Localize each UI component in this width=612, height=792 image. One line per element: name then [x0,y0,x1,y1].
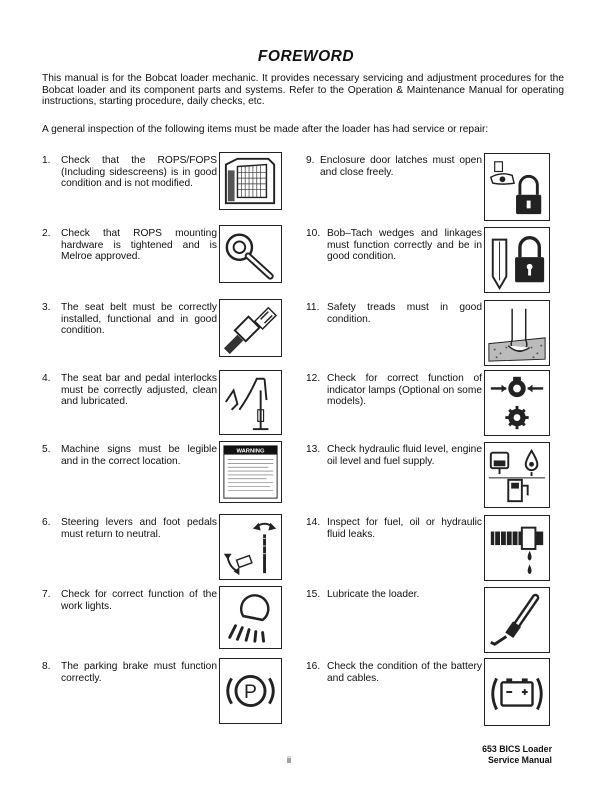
item-number: 14. [306,517,321,528]
list-item [42,155,217,215]
footer-line-2: Service Manual [487,754,552,765]
seat-bar-icon [219,370,282,435]
list-item [42,373,217,423]
item-text: Safety treads must in good condition. [327,302,482,325]
item-number: 2. [42,228,51,239]
list-item [306,589,482,629]
parking-brake-icon [219,658,282,724]
item-number: 3. [42,302,51,313]
list-item [306,661,482,701]
work-light-icon [219,586,282,649]
item-text: Check the condition of the battery and cables. [327,661,482,684]
fluid-levels-icon [484,442,550,508]
item-number: 5. [42,444,51,455]
item-text: Inspect for fuel, oil or hydraulic fluid leaks. [327,517,482,540]
wrench-bolt-icon [219,225,282,283]
item-number: 10. [306,228,321,239]
parking-symbol: P [244,680,257,703]
list-item [42,661,217,701]
item-number: 8. [42,661,51,672]
list-item [306,155,482,195]
door-latch-icon [484,153,550,221]
item-number: 12. [306,373,321,384]
safety-tread-icon [484,300,550,366]
indicator-lamps-icon [484,370,550,436]
item-text: Check for correct function of indicator lamps (Optional on some models). [327,373,482,408]
list-item [306,302,482,342]
item-text: Check that ROPS mounting hardware is tightened and is Melroe approved. [61,228,217,263]
list-item [42,517,217,557]
list-item [306,373,482,423]
item-text: Enclosure door latches must open and close freely. [320,155,482,178]
item-number: 9. [306,155,315,166]
item-number: 11. [306,302,320,313]
item-text: The seat belt must be correctly installed, functional and in good condition. [61,302,217,337]
item-text: Check for correct function of the work lights. [61,589,217,612]
item-text: Check that the ROPS/FOPS (Including sidescreens) is in good condition and is not modified. [61,155,217,190]
item-text: The seat bar and pedal interlocks must be correctly adjusted, clean and lubricated. [61,373,217,408]
list-item [42,228,217,278]
grease-gun-icon [484,587,550,653]
page-title: FOREWORD [257,48,355,65]
item-number: 16. [306,661,321,672]
warning-sign-icon [219,441,282,503]
list-item [306,228,482,278]
list-item [42,302,217,352]
item-text: Bob–Tach wedges and linkages must function correctly and be in good condition. [327,228,482,263]
fluid-leak-icon [484,515,550,581]
item-number: 7. [42,589,51,600]
bobtach-wedge-icon [484,227,550,293]
steering-levers-icon [219,514,282,580]
item-number: 4. [42,373,51,384]
item-text: Machine signs must be legible and in the correct location. [61,444,217,467]
battery-icon [484,658,550,726]
list-item [306,517,482,557]
page-number: ii [287,755,291,765]
list-item [306,444,482,484]
item-number: 6. [42,517,51,528]
list-item [42,589,217,629]
general-inspection-text: A general inspection of the following items must be made after the loader has had service or repair: [42,124,489,135]
item-number: 1. [42,155,51,166]
sign-heading: WARNING [236,448,265,455]
rops-cab-icon [219,152,282,210]
seat-belt-icon [219,299,282,357]
list-item [42,444,217,484]
item-number: 15. [306,589,321,600]
item-number: 13. [306,444,321,455]
item-text: Lubricate the loader. [327,589,420,600]
footer-line-1: 653 BICS Loader [482,744,552,754]
item-text: Steering levers and foot pedals must return to neutral. [61,517,217,540]
item-text: The parking brake must function correctly. [61,661,217,684]
footer-title [482,744,552,765]
intro-paragraph: This manual is for the Bobcat loader mechanic. It provides necessary servicing and adjustment procedures for the Bobcat loader and its component parts and systems. Refer to the Operation & Maintenance Manual for operating instructions, starting procedure, daily checks, etc. [42,73,564,108]
item-text: Check hydraulic fluid level, engine oil level and fuel supply. [327,444,482,467]
